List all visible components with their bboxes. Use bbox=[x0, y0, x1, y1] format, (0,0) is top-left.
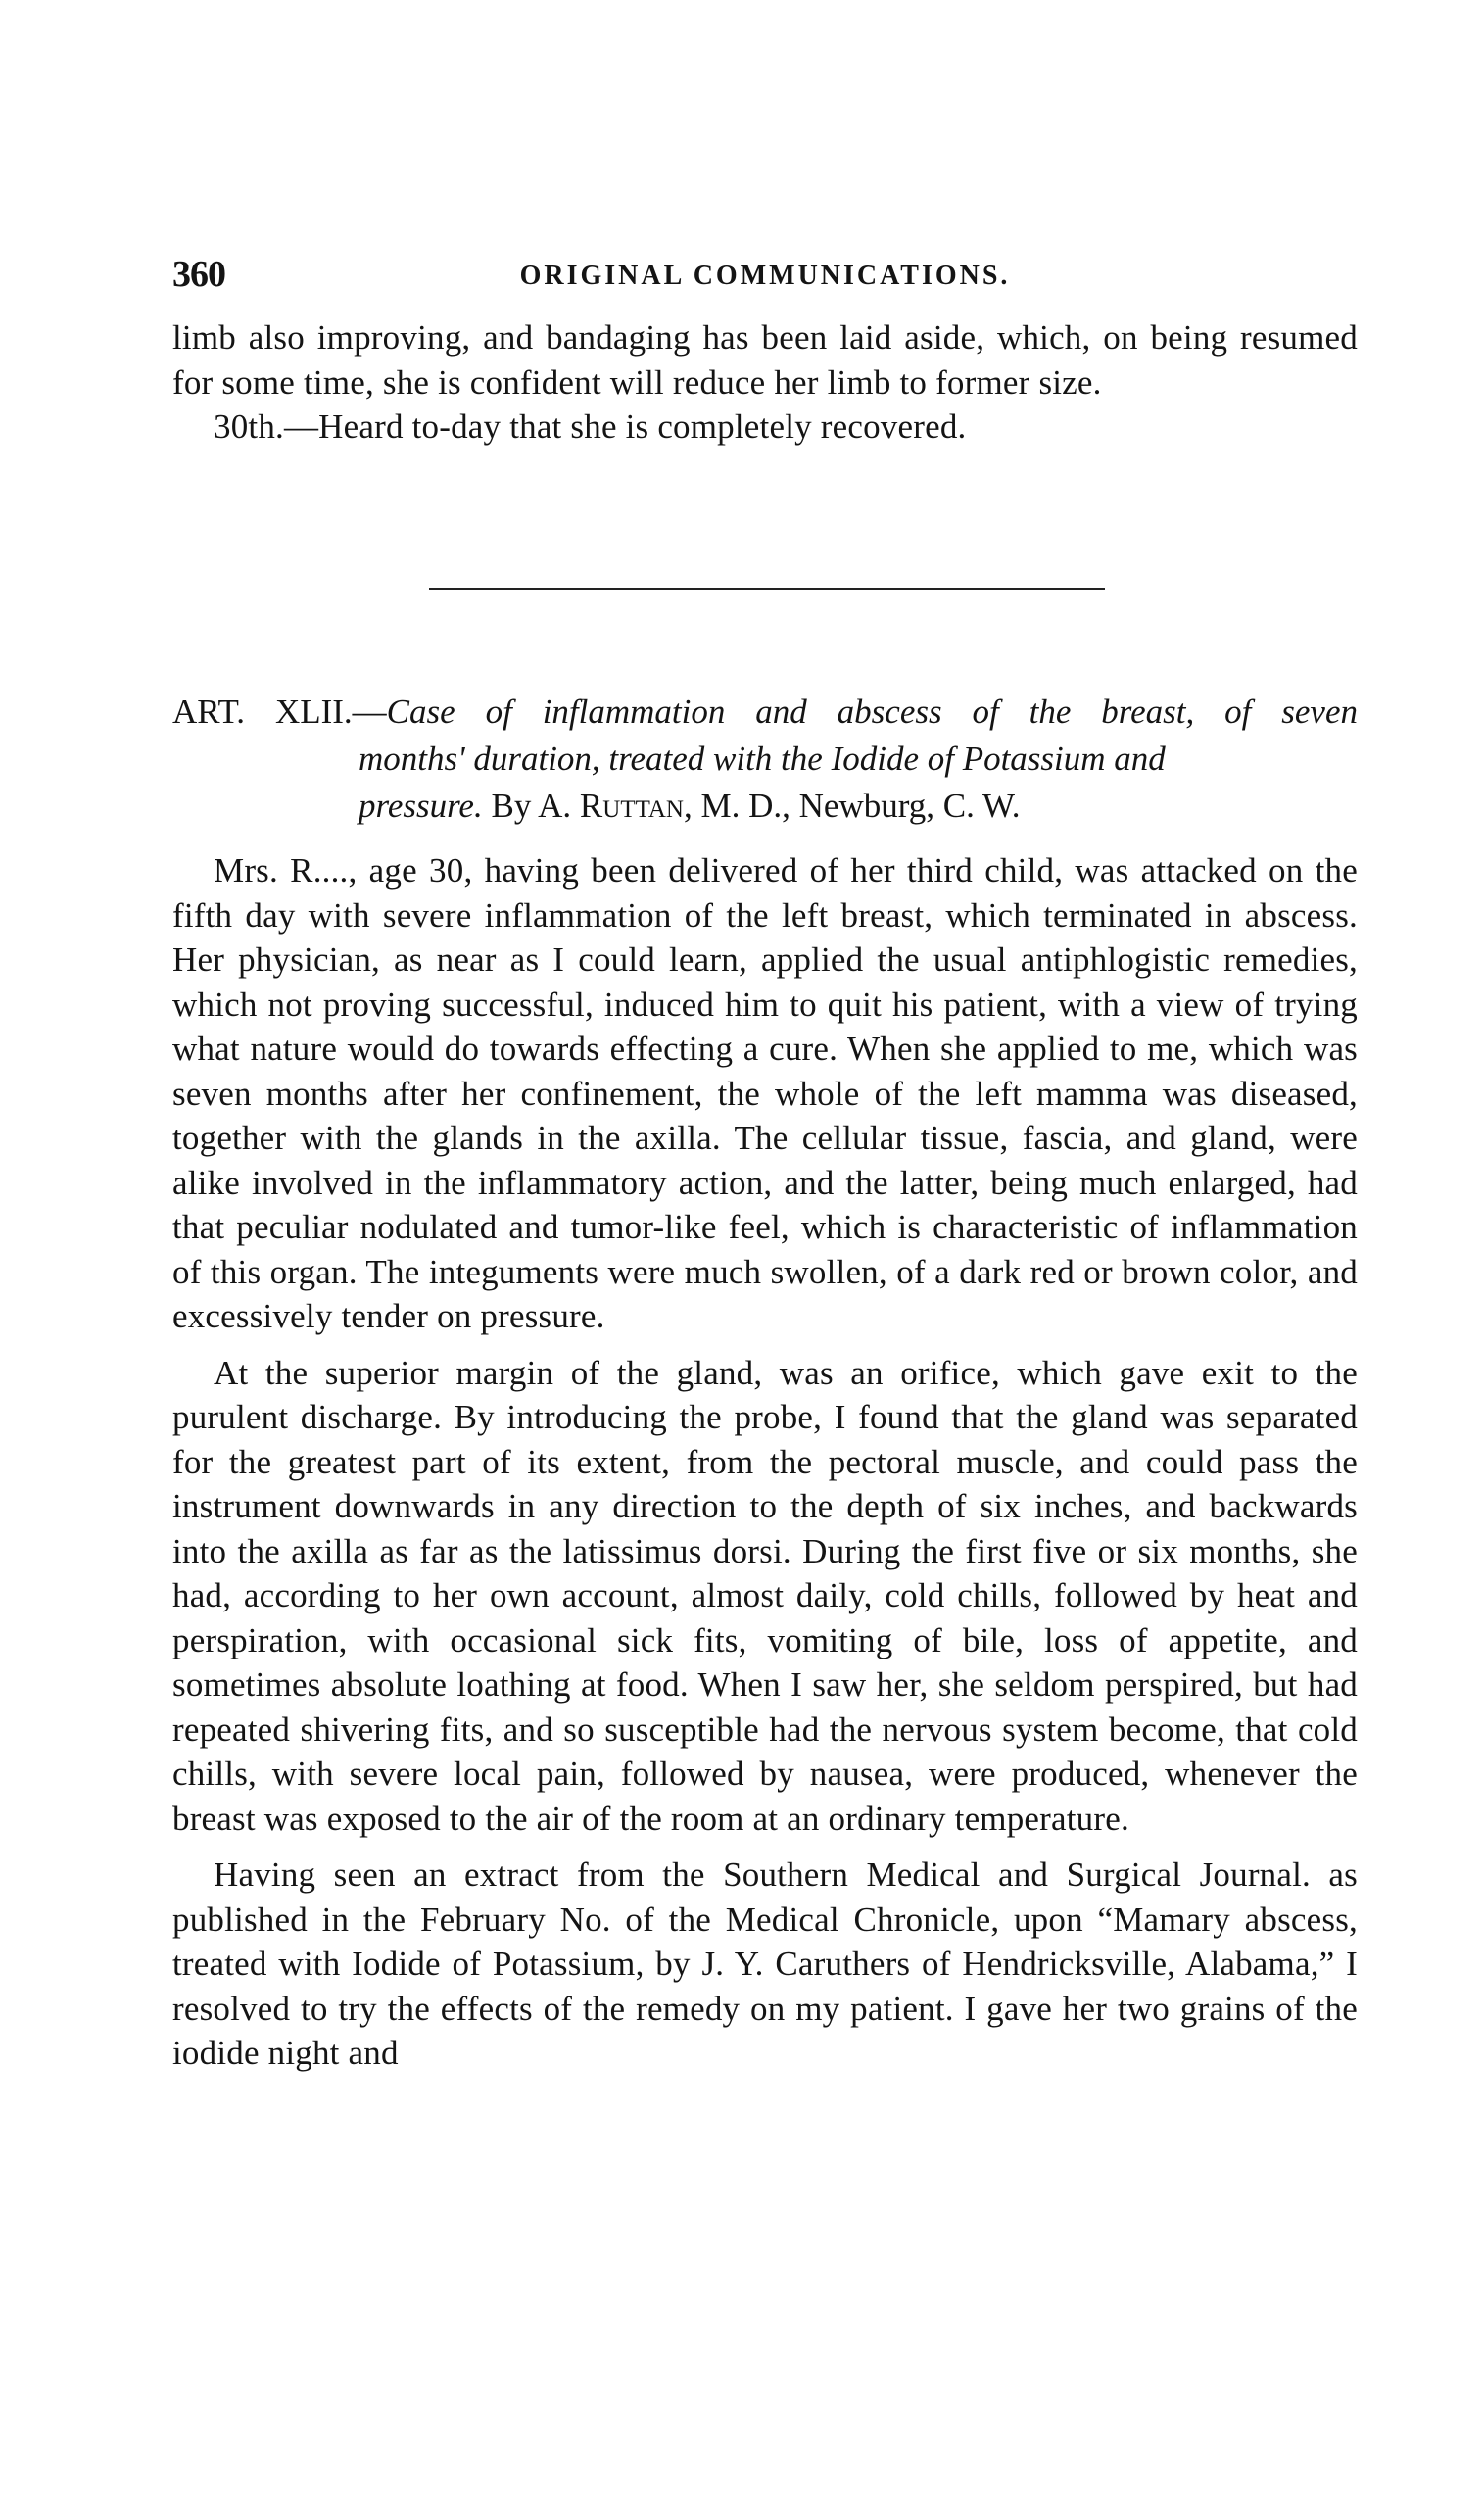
body-paragraph-1: Mrs. R...., age 30, having been delivered of her third child, was attacked on the fifth day with severe inflammation of the left breast, which terminated in abscess. Her physician, as near as I could learn, applied the usual antiphlogistic remedies, which not proving successful, induced him to quit his patient, with a view of trying what nature would do towards effecting a cure. When she applied to me, which was seven months after her confinement, the whole of the left mamma was diseased, together with the glands in the axilla. The cellular tissue, fascia, and gland, were alike involved in the inflammatory action, and the latter, being much enlarged, had that peculiar nodulated and tumor-like feel, which is characteristic of inflammation of this organ. The integuments were much swollen, of a dark red or brown color, and excessively tender on pressure. bbox=[172, 851, 1358, 1335]
article-label: ART. XLII.— bbox=[172, 693, 387, 731]
running-title: ORIGINAL COMMUNICATIONS. bbox=[519, 261, 1011, 291]
article-title-line-2: months' duration, treated with the Iodide of Potassium and bbox=[359, 740, 1166, 778]
continuation-paragraph: limb also improving, and bandaging has been laid aside, which, on being resumed for some time, she is confident will reduce her limb to former size. bbox=[172, 318, 1358, 402]
closing-paragraph: 30th.—Heard to-day that she is completely recovered. bbox=[214, 408, 967, 446]
article-author-details: , M. D., Newburg, C. W. bbox=[683, 787, 1021, 825]
body-paragraph-3: Having seen an extract from the Southern Medical and Surgical Journal. as published in the February No. of the Medical Chronicle, upon “Mamary abscess, treated with Iodide of Potassium, by J. Y. Caruthers of Hendricksville, Alabama,” I resolved to try the effects of the remedy on my patient. I gave her two grains of the iodide night and bbox=[172, 1855, 1358, 2072]
intro-text bbox=[172, 315, 1358, 450]
article-title-line-3: pressure. bbox=[359, 787, 483, 825]
page-number: 360 bbox=[172, 254, 225, 295]
article-by: By A. bbox=[491, 787, 572, 825]
running-head bbox=[172, 253, 1358, 302]
article-heading bbox=[172, 689, 1358, 830]
section-divider bbox=[429, 588, 1105, 590]
body-paragraph-2: At the superior margin of the gland, was an orifice, which gave exit to the purulent discharge. By introducing the probe, I found that the gland was separated for the greatest part of its extent, from the pectoral muscle, and could pass the instrument downwards in any direction to the depth of six inches, and backwards into the axilla as far as the latissimus dorsi. During the first five or six months, she had, according to her own account, almost daily, cold chills, followed by heat and perspiration, with occasional sick fits, vomiting of bile, loss of appetite, and sometimes absolute loathing at food. When I saw her, she seldom perspired, but had repeated shivering fits, and so susceptible had the nervous system become, that cold chills, with severe local pain, followed by nausea, were produced, whenever the breast was exposed to the air of the room at an ordinary temperature. bbox=[172, 1353, 1358, 1838]
article-title-line-1: Case of inflammation and abscess of the breast, of seven bbox=[386, 693, 1358, 731]
article-author-name: Ruttan bbox=[579, 787, 684, 825]
article-body bbox=[172, 848, 1358, 2076]
